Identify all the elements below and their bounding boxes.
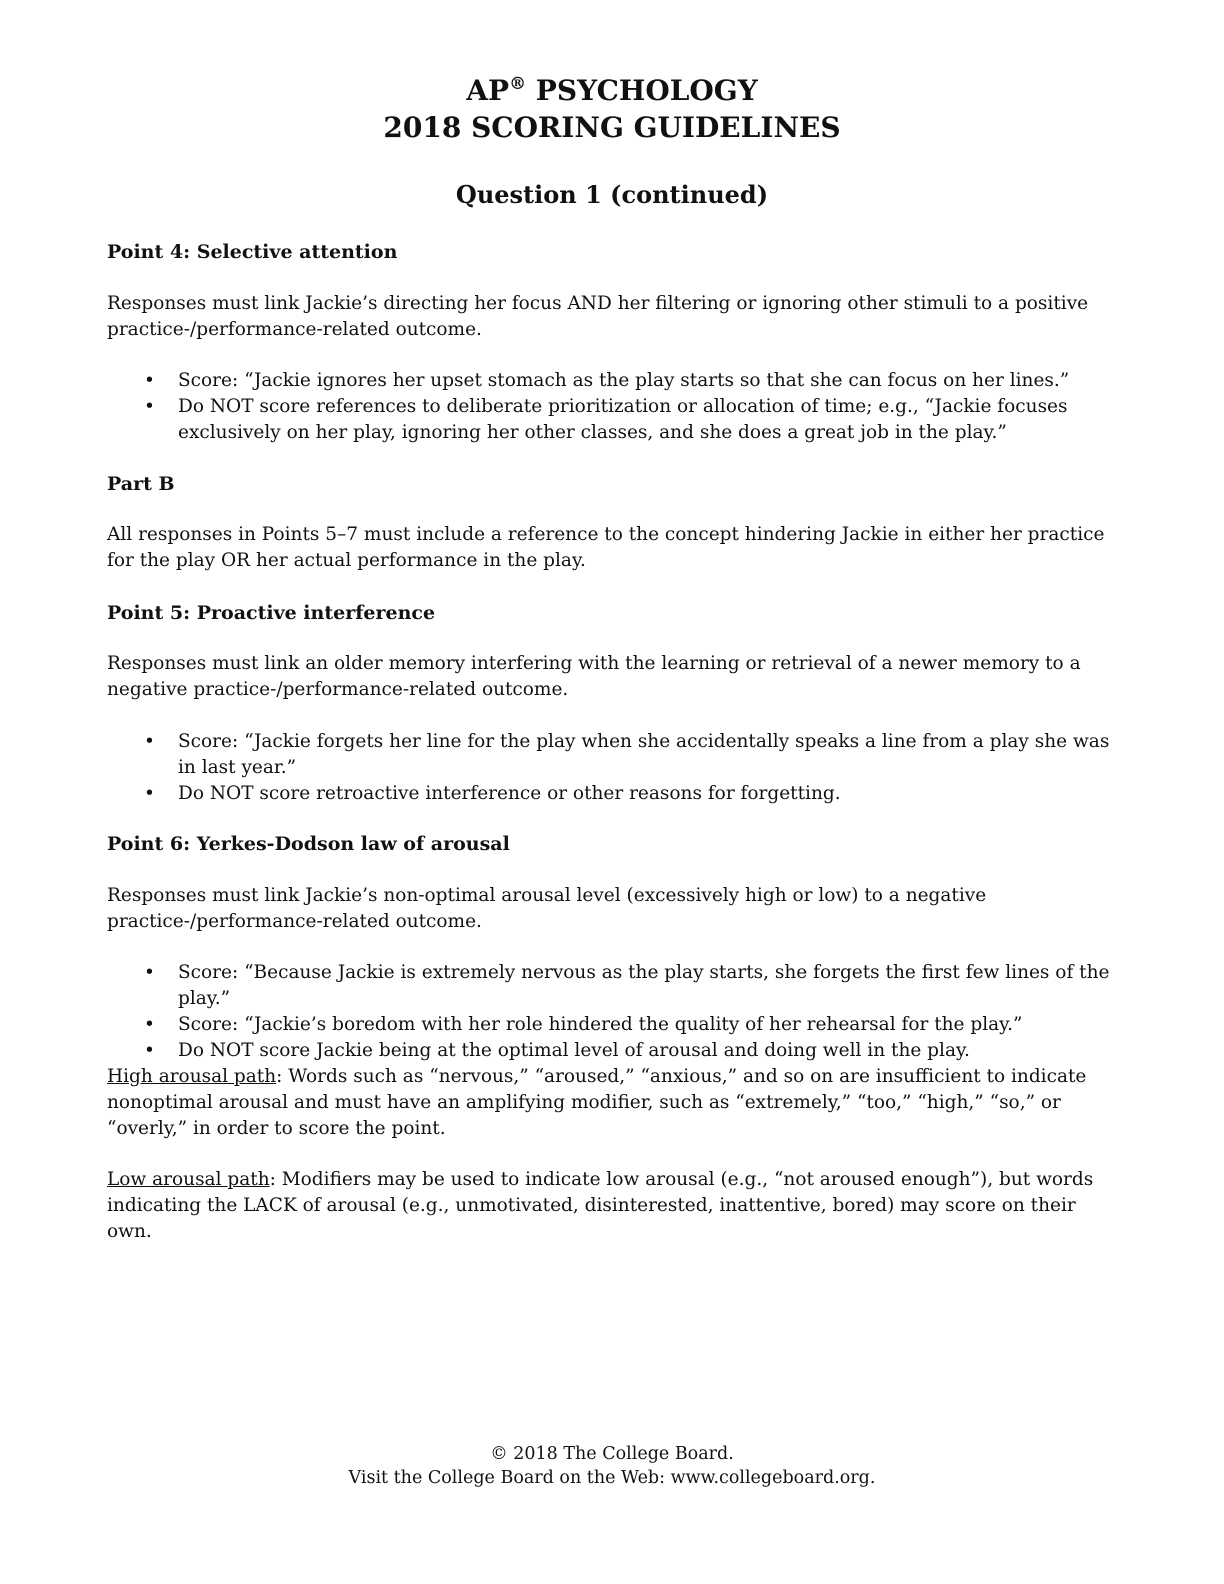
bullet-icon: • — [144, 1014, 155, 1035]
point4-bullet-list — [107, 368, 1117, 446]
registered-mark: ® — [509, 74, 527, 94]
point5-heading: Point 5: Proactive interference — [107, 602, 436, 624]
header-ap: AP — [466, 74, 510, 107]
document-header — [0, 72, 1224, 146]
header-subtitle: 2018 SCORING GUIDELINES — [383, 111, 841, 144]
list-item — [107, 368, 1117, 394]
website-text: Visit the College Board on the Web: www.collegeboard.org. — [348, 1468, 876, 1488]
point5-bullet-list — [107, 729, 1117, 807]
bullet-text: Do NOT score references to deliberate prioritization or allocation of time; e.g., “Jackie focuses exclusively on her play, ignoring her other classes, and she does a great job in the play.” — [178, 396, 1068, 443]
bullet-text: Do NOT score Jackie being at the optimal level of arousal and doing well in the play. — [178, 1040, 970, 1061]
low-arousal-path-note — [107, 1167, 1117, 1245]
header-subject: PSYCHOLOGY — [526, 74, 758, 107]
point6-body: Responses must link Jackie’s non-optimal arousal level (excessively high or low) to a negative practice-/performance-related outcome. — [107, 885, 987, 932]
bullet-text: Score: “Jackie’s boredom with her role hindered the quality of her rehearsal for the play.” — [178, 1014, 1023, 1035]
bullet-text: Do NOT score retroactive interference or other reasons for forgetting. — [178, 783, 841, 804]
point4-body: Responses must link Jackie’s directing her focus AND her filtering or ignoring other stimuli to a positive practice-/performance-related outcome. — [107, 293, 1089, 340]
point4-heading: Point 4: Selective attention — [107, 241, 398, 263]
copyright-text: © 2018 The College Board. — [490, 1444, 734, 1464]
bullet-text: Score: “Jackie forgets her line for the play when she accidentally speaks a line from a play she was in last year.” — [178, 731, 1110, 778]
high-arousal-path-label: High arousal path — [107, 1066, 277, 1087]
bullet-text: Score: “Because Jackie is extremely nervous as the play starts, she forgets the first few lines of the play.” — [178, 962, 1110, 1009]
bullet-icon: • — [144, 396, 155, 417]
bullet-icon: • — [144, 1040, 155, 1061]
list-item — [107, 960, 1117, 1012]
list-item — [107, 781, 1117, 807]
point6-heading: Point 6: Yerkes-Dodson law of arousal — [107, 833, 510, 855]
bullet-icon: • — [144, 370, 155, 391]
low-arousal-path-text: : Modifiers may be used to indicate low arousal (e.g., “not aroused enough”), but words indicating the LACK of arousal (e.g., unmotivated, disinterested, inattentive, bored) may score on their own. — [107, 1169, 1094, 1242]
high-arousal-path-note — [107, 1064, 1117, 1142]
point6-bullet-list — [107, 960, 1117, 1064]
document-footer — [0, 1442, 1224, 1490]
header-title — [0, 72, 1224, 109]
low-arousal-path-label: Low arousal path — [107, 1169, 270, 1190]
list-item — [107, 1012, 1117, 1038]
bullet-icon: • — [144, 962, 155, 983]
bullet-text: Score: “Jackie ignores her upset stomach as the play starts so that she can focus on her lines.” — [178, 370, 1070, 391]
partB-heading: Part B — [107, 473, 175, 495]
bullet-icon: • — [144, 731, 155, 752]
question-title: Question 1 (continued) — [455, 180, 769, 209]
partB-body: All responses in Points 5–7 must include a reference to the concept hindering Jackie in either her practice for the play OR her actual performance in the play. — [107, 524, 1105, 571]
bullet-icon: • — [144, 783, 155, 804]
high-arousal-path-text: : Words such as “nervous,” “aroused,” “anxious,” and so on are insufficient to indicate nonoptimal arousal and must have an amplifying modifier, such as “extremely,” “too,” “high,” “so,” or “overly,” in order to score the point. — [107, 1066, 1087, 1139]
list-item — [107, 1038, 1117, 1064]
point5-body: Responses must link an older memory interfering with the learning or retrieval of a newer memory to a negative practice-/performance-related outcome. — [107, 653, 1081, 700]
list-item — [107, 394, 1117, 446]
list-item — [107, 729, 1117, 781]
